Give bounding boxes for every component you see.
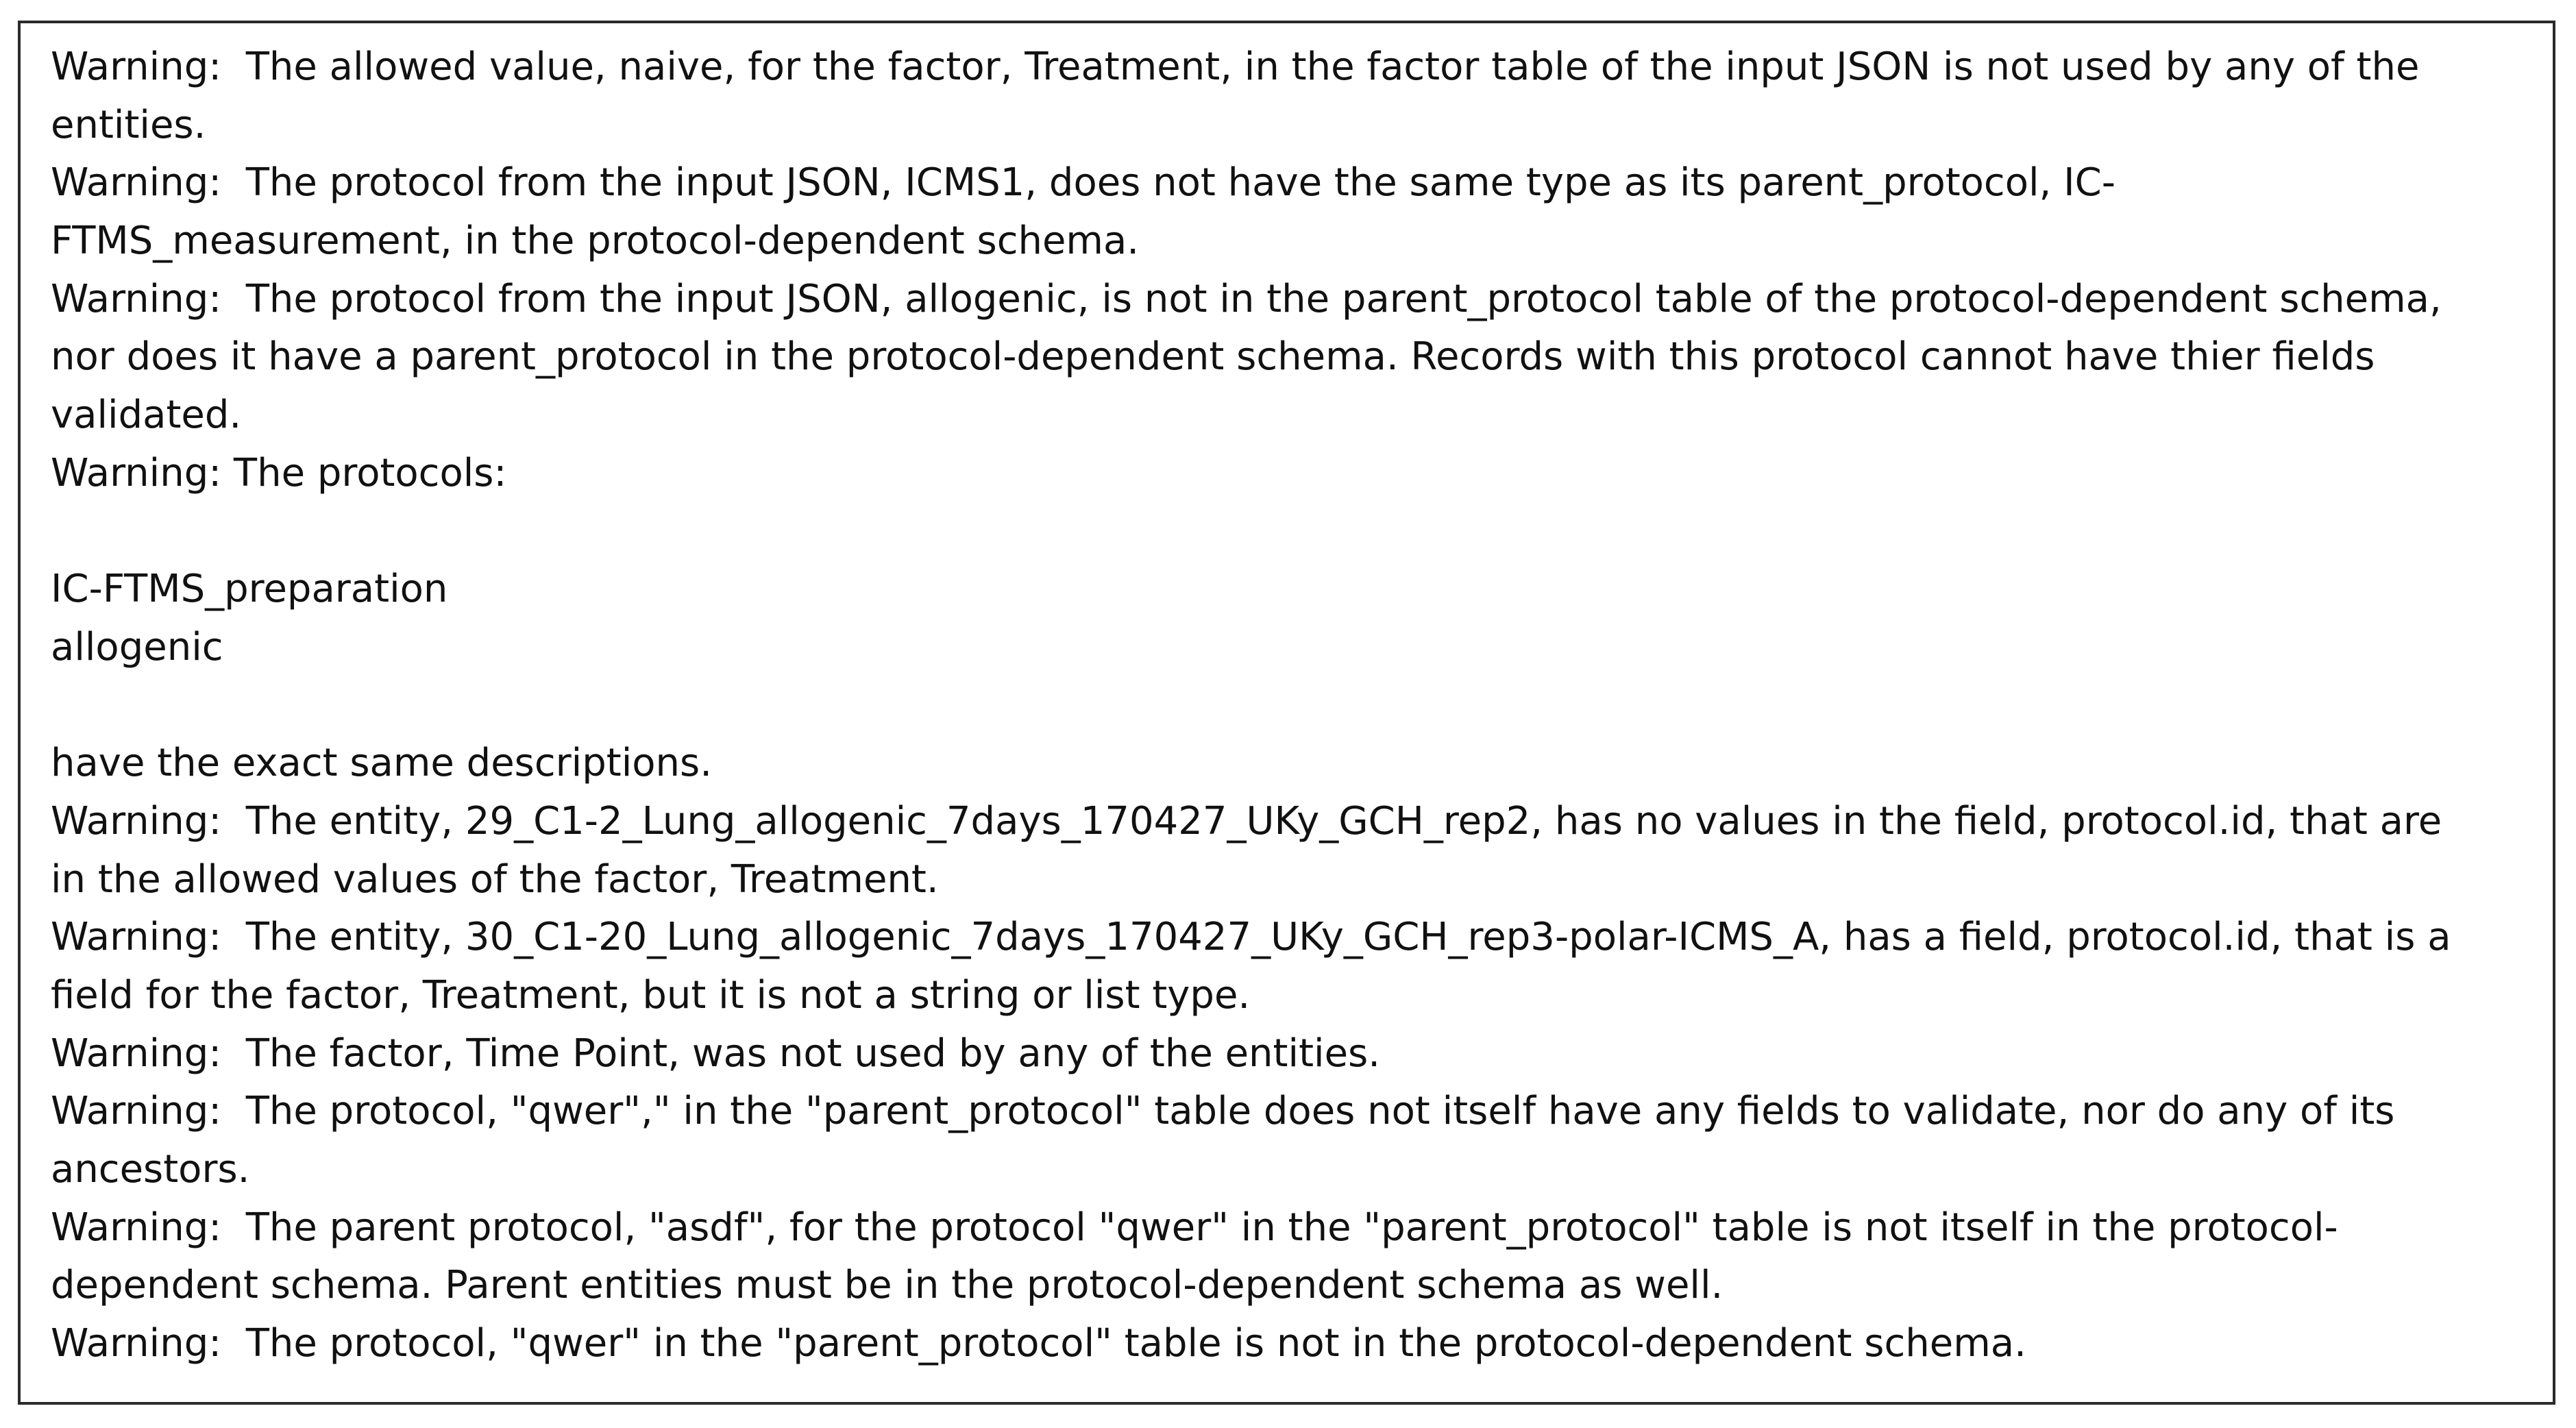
log-line: Warning: The entity, 30_C1-20_Lung_allogenic_7days_170427_UKy_GCH_rep3-polar-ICMS_A, has a field, protocol.id, that is a [51,915,2451,960]
log-line: IC-FTMS_preparation [51,567,448,612]
log-line: Warning: The protocol from the input JSON, allogenic, is not in the parent_protocol table of the protocol-dependent schema, [51,276,2442,321]
log-line: Warning: The protocol from the input JSON, ICMS1, does not have the same type as its parent_protocol, IC- [51,160,2115,206]
log-line: Warning: The allowed value, naive, for the factor, Treatment, in the factor table of the input JSON is not used by any of the [51,45,2420,89]
blank-line [51,677,2523,735]
blank-line [51,503,2523,561]
log-line: Warning: The protocol, "qwer" in the "parent_protocol" table is not in the protocol-dependent schema. [51,1321,2026,1366]
log-line: Warning: The entity, 29_C1-2_Lung_allogenic_7days_170427_UKy_GCH_rep2, has no values in the field, protocol.id, that are [51,798,2442,844]
log-line: entities. [51,102,206,147]
log-line: ancestors. [51,1147,250,1192]
log-line: field for the factor, Treatment, but it is not a string or list type. [51,973,1251,1018]
log-line: Warning: The factor, Time Point, was not used by any of the entities. [51,1031,1381,1076]
log-line: validated. [51,393,242,438]
warning-log-text [51,38,2523,1373]
log-line: Warning: The protocol, "qwer"," in the "parent_protocol" table does not itself have any fields to validate, nor do any of its [51,1089,2395,1134]
log-line: allogenic [51,624,223,669]
log-line: have the exact same descriptions. [51,741,713,786]
log-line: dependent schema. Parent entities must be in the protocol-dependent schema as well. [51,1263,1724,1308]
warning-log-box [18,21,2555,1405]
log-line: nor does it have a parent_protocol in the protocol-dependent schema. Records with this protocol cannot have thier fields [51,334,2375,380]
log-line: FTMS_measurement, in the protocol-dependent schema. [51,219,1140,264]
log-line: Warning: The parent protocol, "asdf", for the protocol "qwer" in the "parent_protocol" table is not itself in the protocol- [51,1205,2338,1250]
log-line: Warning: The protocols: [51,450,507,495]
log-line: in the allowed values of the factor, Treatment. [51,857,939,902]
